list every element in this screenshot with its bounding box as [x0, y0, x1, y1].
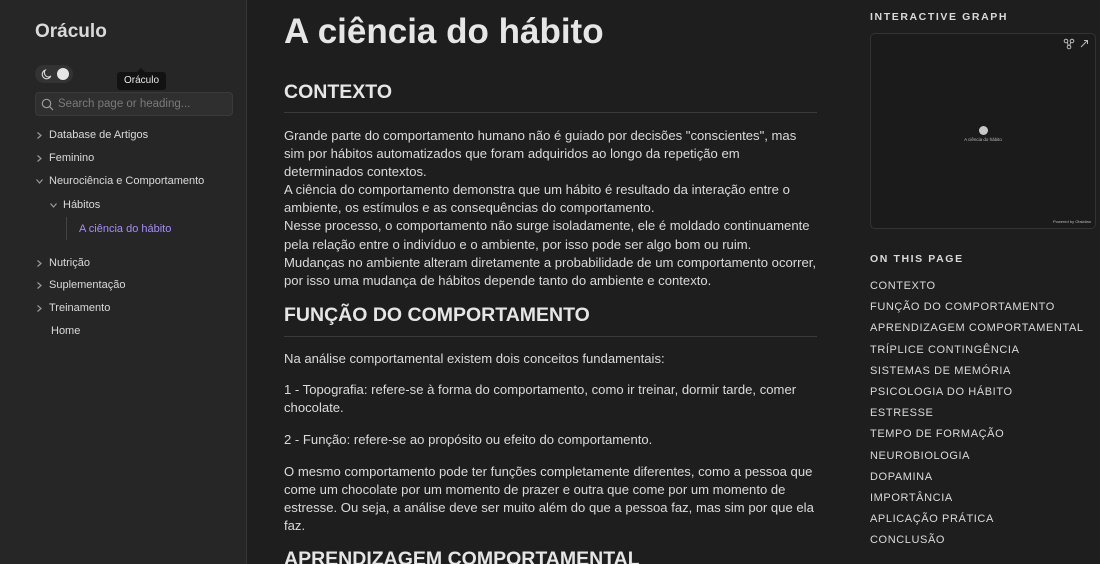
toc-item[interactable]: NEUROBIOLOGIA — [870, 450, 971, 462]
paragraph — [284, 127, 817, 290]
nav-item-a-ciencia-do-habito[interactable] — [79, 219, 171, 239]
theme-toggle[interactable] — [35, 65, 73, 83]
toc-item[interactable]: ESTRESSE — [870, 407, 934, 419]
section-heading-contexto: CONTEXTO — [284, 81, 392, 103]
nav-item-habitos[interactable] — [49, 195, 100, 215]
section-divider — [284, 112, 817, 113]
toc-item[interactable]: SISTEMAS DE MEMÓRIA — [870, 365, 1011, 377]
chevron-right-icon — [35, 154, 44, 163]
toc-item[interactable]: FUNÇÃO DO COMPORTAMENTO — [870, 301, 1055, 313]
toggle-knob — [57, 68, 69, 80]
nav-item-label: Hábitos — [63, 199, 101, 211]
graph-node[interactable] — [979, 126, 988, 135]
nav-indent-line — [66, 217, 67, 240]
toc-item[interactable]: APLICAÇÃO PRÁTICA — [870, 513, 994, 525]
nav-item-home[interactable] — [51, 321, 80, 341]
nav-item-suplementacao[interactable] — [35, 275, 125, 295]
paragraph: 2 - Função: refere-se ao propósito ou efeito do comportamento. — [284, 432, 653, 447]
nav-item-nutricao[interactable] — [35, 253, 90, 273]
nav-item-label: Feminino — [49, 152, 95, 164]
article — [247, 0, 850, 564]
graph-label: INTERACTIVE GRAPH — [870, 11, 1009, 23]
graph-view[interactable] — [870, 33, 1096, 229]
paragraph-line: A ciência do comportamento demonstra que um hábito é resultado da interação entre o ambiente, os estímulos e as consequências do comportamento. — [284, 182, 790, 216]
paragraph: O mesmo comportamento pode ter funções completamente diferentes, como a pessoa que come um chocolate por um momento de prazer e outra que come por um momento de estresse. Ou seja, a análise deve ser muito além do que a pessoa faz, mas sim por que ela faz. — [284, 464, 814, 534]
nav-item-label: Nutrição — [49, 257, 90, 269]
toc-label: ON THIS PAGE — [870, 253, 964, 265]
nav-item-feminino[interactable] — [35, 148, 94, 168]
nav-item-label: Suplementação — [49, 279, 126, 291]
nav-item-neurociencia[interactable] — [35, 171, 204, 191]
paragraph-line: Grande parte do comportamento humano não é guiado por decisões "conscientes", mas sim por hábitos automatizados que foram adquiridos ao longo da repetição em determinados contextos. — [284, 128, 797, 180]
section-heading-aprendizagem-comportamental: APRENDIZAGEM COMPORTAMENTAL — [284, 548, 640, 564]
chevron-down-icon — [49, 201, 58, 210]
paragraph: Na análise comportamental existem dois conceitos fundamentais: — [284, 351, 665, 366]
toc-item[interactable]: TRÍPLICE CONTINGÊNCIA — [870, 344, 1020, 356]
chevron-right-icon — [35, 131, 44, 140]
toc-item[interactable]: PSICOLOGIA DO HÁBITO — [870, 386, 1013, 398]
search-icon — [41, 98, 54, 111]
expand-icon[interactable] — [1078, 38, 1090, 50]
nav-item-label: Home — [51, 325, 81, 337]
search-input[interactable] — [58, 95, 228, 113]
toc-item[interactable]: TEMPO DE FORMAÇÃO — [870, 428, 1005, 440]
paragraph: 1 - Topografia: refere-se à forma do comportamento, como ir treinar, dormir tarde, comer chocolate. — [284, 382, 797, 416]
moon-icon — [40, 67, 54, 81]
toc-item[interactable]: CONCLUSÃO — [870, 534, 946, 546]
chevron-right-icon — [35, 259, 44, 268]
chevron-right-icon — [35, 281, 44, 290]
toc-item[interactable]: IMPORTÂNCIA — [870, 492, 953, 504]
paragraph-line: Nesse processo, o comportamento não surge isoladamente, ele é moldado continuamente pela relação entre o indivíduo e o ambiente, por isso pode ser algo bom ou ruim. — [284, 218, 810, 252]
graph-icon[interactable] — [1063, 38, 1075, 50]
section-divider — [284, 336, 817, 337]
page-title: A ciência do hábito — [284, 12, 604, 51]
paragraph-line: Mudanças no ambiente alteram diretamente a probabilidade de um comportamento ocorrer, por isso uma mudança de hábitos depende tanto do ambiente e contexto. — [284, 254, 817, 288]
nav-item-database-de-artigos[interactable] — [35, 125, 148, 145]
graph-credit: Powered by Obsidian — [1052, 219, 1091, 224]
tooltip: Oráculo — [117, 72, 166, 90]
search-box[interactable] — [35, 92, 233, 116]
nav-item-label: A ciência do hábito — [79, 223, 172, 235]
nav-item-label: Database de Artigos — [49, 129, 149, 141]
sidebar — [0, 0, 247, 564]
site-title[interactable]: Oráculo — [35, 21, 107, 42]
right-panel — [850, 0, 1100, 564]
toc-item[interactable]: CONTEXTO — [870, 280, 936, 292]
toc-item[interactable]: DOPAMINA — [870, 471, 933, 483]
nav-item-label: Treinamento — [49, 302, 111, 314]
nav-item-label: Neurociência e Comportamento — [49, 175, 205, 187]
section-heading-funcao-do-comportamento: FUNÇÃO DO COMPORTAMENTO — [284, 304, 590, 326]
chevron-down-icon — [35, 177, 44, 186]
chevron-right-icon — [35, 304, 44, 313]
graph-node-label: A ciência do hábito — [964, 137, 1002, 142]
nav-item-treinamento[interactable] — [35, 298, 110, 318]
toc-item[interactable]: APRENDIZAGEM COMPORTAMENTAL — [870, 322, 1084, 334]
